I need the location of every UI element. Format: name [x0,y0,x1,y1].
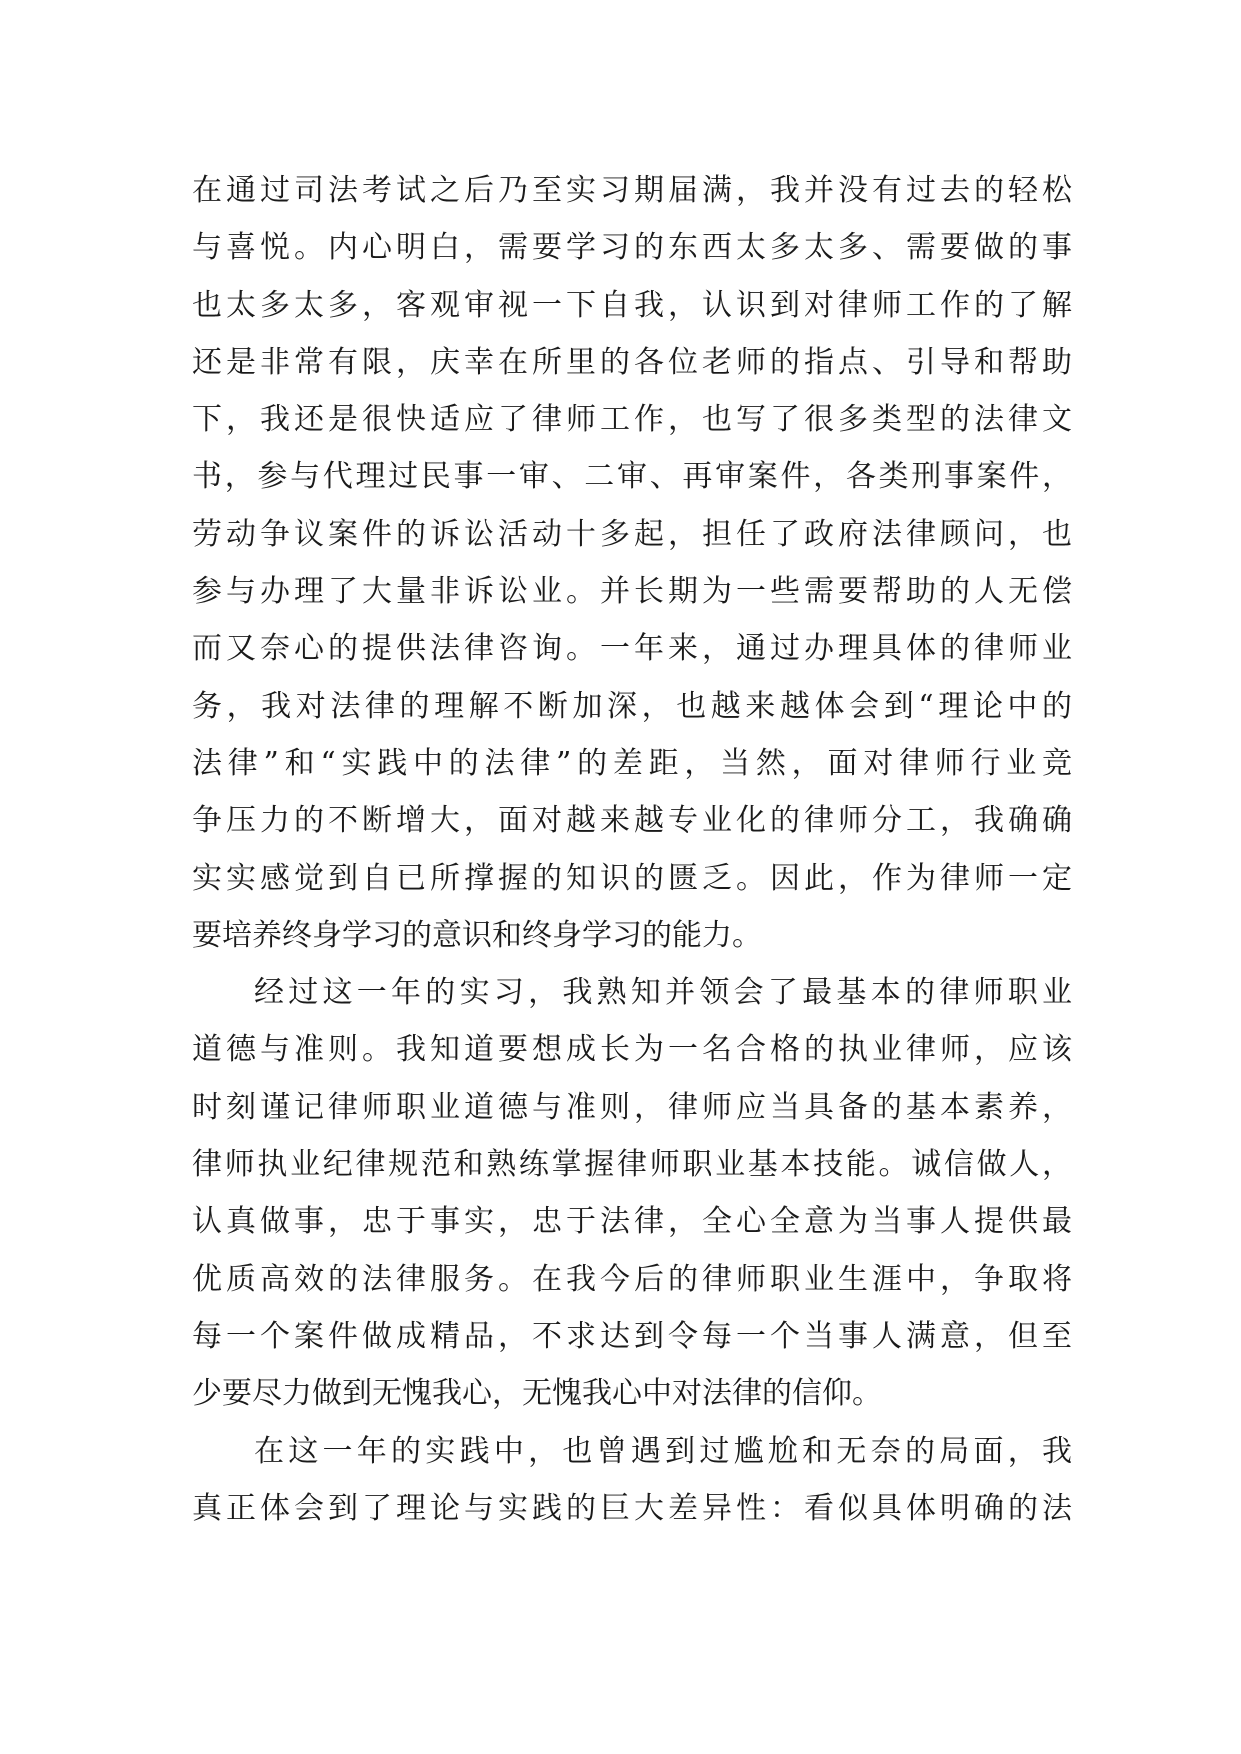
text-line: 书，参与代理过民事一审、二审、再审案件，各类刑事案件， [192,459,1072,495]
text-line: 经过这一年的实习，我熟知并领会了最基本的律师职业 [254,975,1072,1011]
text-line: 真正体会到了理论与实践的巨大差异性：看似具体明确的法 [192,1490,1072,1526]
text-line: 下，我还是很快适应了律师工作，也写了很多类型的法律文 [192,402,1072,438]
text-line: 也太多太多，客观审视一下自我，认识到对律师工作的了解 [192,287,1072,323]
text-line: 劳动争议案件的诉讼活动十多起，担任了政府法律顾问，也 [192,516,1072,552]
text-line: 律师执业纪律规范和熟练掌握律师职业基本技能。诚信做人， [192,1147,1072,1183]
text-line: 优质高效的法律服务。在我今后的律师职业生涯中，争取将 [192,1261,1072,1297]
text-line: 认真做事，忠于事实，忠于法律，全心全意为当事人提供最 [192,1204,1072,1240]
text-line: 时刻谨记律师职业道德与准则，律师应当具备的基本素养， [192,1089,1072,1125]
text-line: 法律”和“实践中的法律”的差距，当然，面对律师行业竞 [192,745,1072,781]
text-line: 少要尽力做到无愧我心，无愧我心中对法律的信仰。 [192,1376,882,1412]
text-line: 实实感觉到自已所撑握的知识的匮乏。因此，作为律师一定 [192,860,1072,896]
body-text [192,162,1072,1537]
text-line: 每一个案件做成精品，不求达到令每一个当事人满意，但至 [192,1318,1072,1354]
text-line: 与喜悦。内心明白，需要学习的东西太多太多、需要做的事 [192,230,1072,266]
text-line: 而又奈心的提供法律咨询。一年来，通过办理具体的律师业 [192,631,1072,667]
text-line: 参与办理了大量非诉讼业。并长期为一些需要帮助的人无偿 [192,574,1072,610]
text-line: 在这一年的实践中，也曾遇到过尴尬和无奈的局面，我 [254,1433,1072,1469]
text-line: 要培养终身学习的意识和终身学习的能力。 [192,917,762,953]
text-line: 在通过司法考试之后乃至实习期届满，我并没有过去的轻松 [192,173,1072,208]
text-line: 务，我对法律的理解不断加深，也越来越体会到“理论中的 [192,688,1072,724]
text-line: 争压力的不断增大，面对越来越专业化的律师分工，我确确 [192,803,1072,839]
text-line: 还是非常有限，庆幸在所里的各位老师的指点、引导和帮助 [192,344,1072,380]
text-line: 道德与准则。我知道要想成长为一名合格的执业律师，应该 [192,1032,1072,1068]
